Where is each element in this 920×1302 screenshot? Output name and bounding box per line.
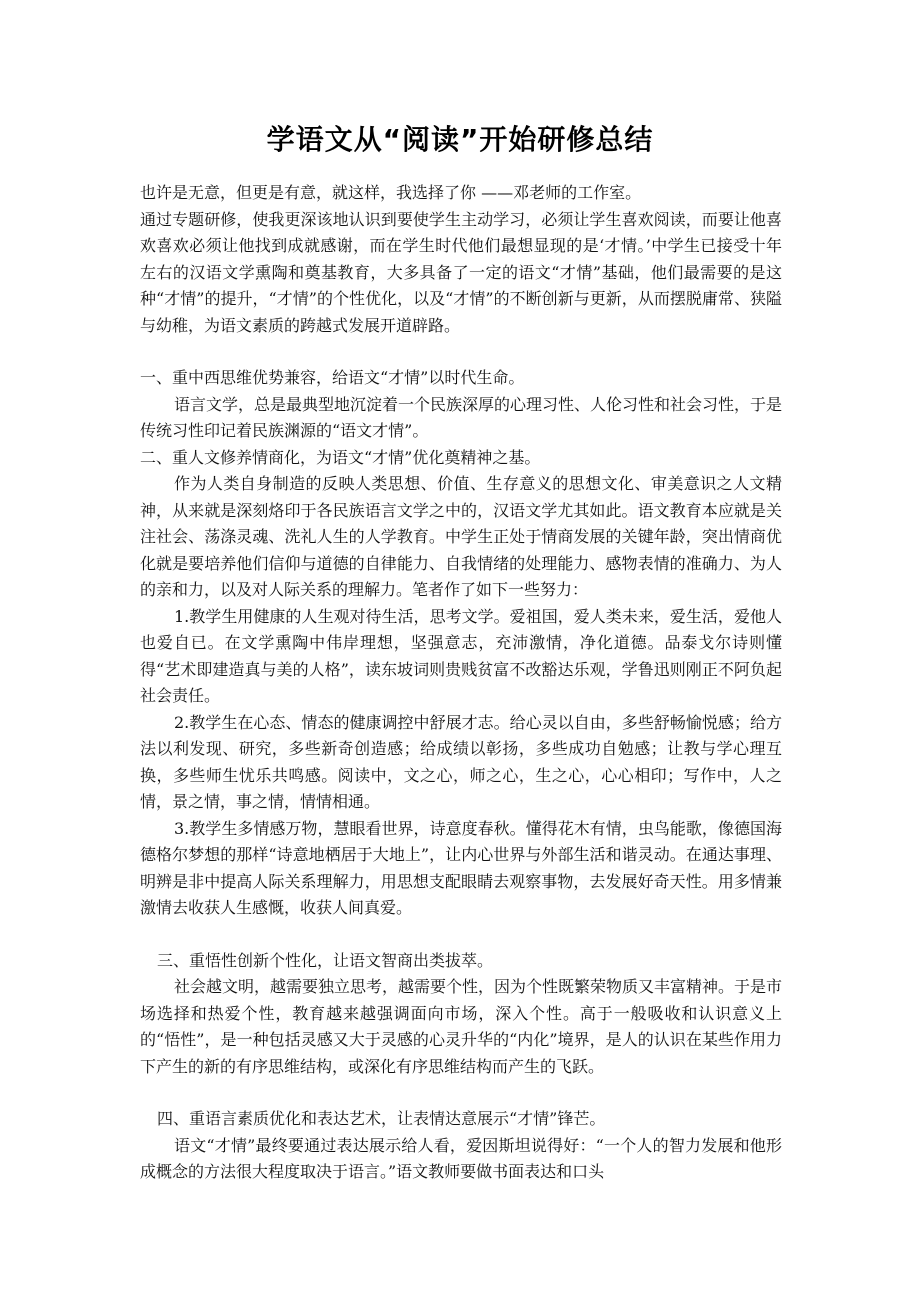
list-item: 3.教学生多情感万物，慧眼看世界，诗意度春秋。懂得花木有情，虫鸟能歌，像德国海德格尔梦想的那样“诗意地栖居于大地上”，让内心世界与外部生活和谐灵动。在通达事理、明辨是非中提高人际关系理解力，用思想支配眼睛去观察事物，去发展好奇天性。用多情兼激情去收获人生感慨，收获人间真爱。 [140, 818, 782, 917]
list-item: 2.教学生在心态、情态的健康调控中舒展才志。给心灵以自由，多些舒畅愉悦感；给方法以利发现、研究，多些新奇创造感；给成绩以彰扬，多些成功自勉感；让教与学心理互换，多些师生忧乐共鸣感。阅读中，文之心，师之心，生之心，心心相印；写作中，人之情，景之情，事之情，情情相通。 [140, 712, 782, 811]
paragraph-gap [140, 922, 782, 948]
document-body [140, 180, 782, 1186]
intro-paragraph: 也许是无意，但更是有意，就这样，我选择了你 ——邓老师的工作室。 [140, 183, 642, 202]
section-heading: 二、重人文修养情商化，为语文“才情”优化奠精神之基。 [140, 447, 541, 467]
section-heading: 一、重中西思维优势兼容，给语文“才情”以时代生命。 [140, 368, 525, 387]
section-heading: 三、重悟性创新个性化，让语文智商出类拔萃。 [157, 950, 494, 970]
section-paragraph: 语言文学，总是最典型地沉淀着一个民族深厚的心理习性、人伦习性和社会习性，于是传统习性印记着民族渊源的“语文才情”。 [140, 394, 783, 440]
section-heading: 四、重语言素质优化和表达艺术，让表情达意展示“才情”锋芒。 [157, 1109, 606, 1128]
section-paragraph: 社会越文明，越需要独立思考，越需要个性，因为个性既繁荣物质又丰富精神。于是市场选择和热爱个性，教育越来越强调面向市场，深入个性。高于一般吸收和认识意义上的“悟性”，是一种包括灵感又大于灵感的心灵升华的“内化”境界，是人的认识在某些作用力下产生的新的有序思维结构，或深化有序思维结构而产生的飞跃。 [140, 977, 783, 1076]
section-paragraph: 语文“才情”最终要通过表达展示给人看，爱因斯坦说得好：“一个人的智力发展和他形成概念的方法很大程度取决于语言。”语文教师要做书面表达和口头 [140, 1135, 782, 1181]
list-item: 1.教学生用健康的人生观对待生活，思考文学。爱祖国，爱人类未来，爱生活，爱他人也爱自已。在文学熏陶中伟岸理想，坚强意志，充沛激情，净化道德。品泰戈尔诗则懂得“艺术即建造真与美的人格”，读东坡词则贵贱贫富不改豁达乐观，学鲁迅则刚正不阿负起社会责任。 [140, 606, 782, 705]
page-title: 学语文从“阅读”开始研修总结 [266, 123, 654, 156]
paragraph-gap [140, 339, 782, 365]
paragraph-gap [140, 1080, 782, 1106]
section-paragraph: 作为人类自身制造的反映人类思想、价值、生存意义的思想文化、审美意识之人文精神，从来就是深刻烙印于各民族语言文学之中的，汉语文学尤其如此。语文教育本应就是关注社会、荡涤灵魂、洗礼人生的人学教育。中学生正处于情商发展的关键年龄，突出情商优化就是要培养他们信仰与道德的自律能力、自我情绪的处理能力、感物表情的准确力、为人的亲和力，以及对人际关系的理解力。笔者作了如下一些努力： [140, 474, 782, 599]
intro-paragraph: 通过专题研修，使我更深该地认识到要使学生主动学习，必须让学生喜欢阅读，而要让他喜欢喜欢必须让他找到成就感谢，而在学生时代他们最想显现的是‘才情。’中学生已接受十年左右的汉语文学熏陶和奠基教育，大多具备了一定的语文“才情”基础，他们最需要的是这种“才情”的提升，“才情”的个性优化，以及“才情”的不断创新与更新，从而摆脱庸常、狭隘与幼稚，为语文素质的跨越式发展开道辟路。 [140, 209, 782, 335]
